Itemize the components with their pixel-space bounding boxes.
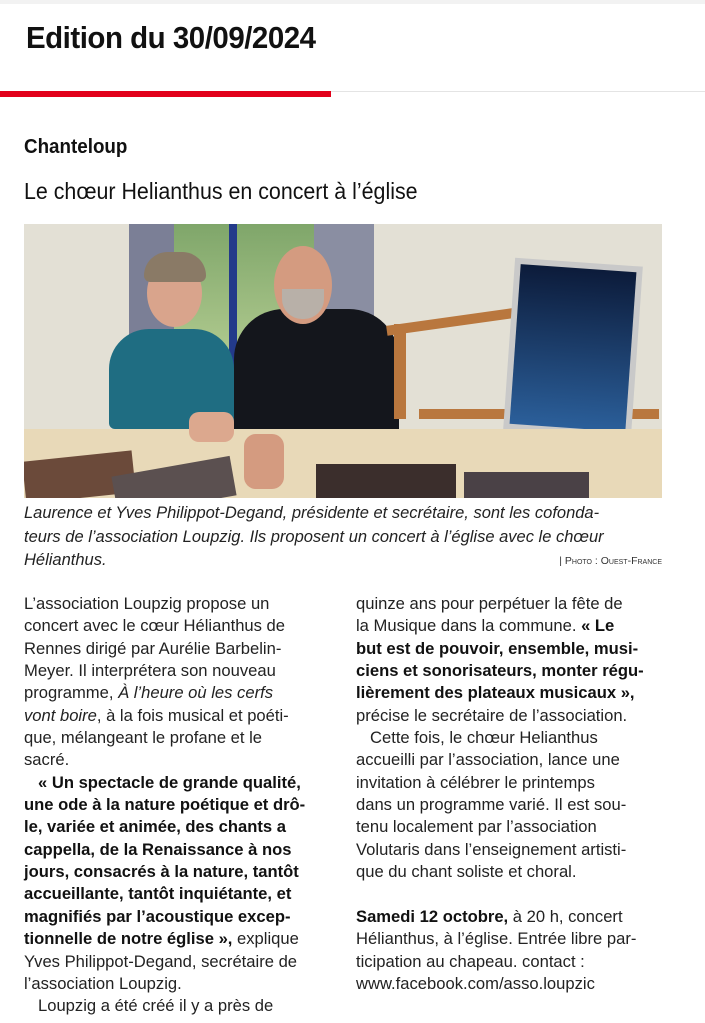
text: Hélianthus, à l’église. Entrée libre par-: [356, 929, 637, 949]
text-line: [356, 682, 662, 704]
text-line: [356, 705, 662, 727]
text: L’association Loupzig propose un: [24, 594, 270, 613]
bold-text: accueillante, tantôt inquiétante, et: [24, 884, 292, 904]
bold-text: jours, consacrés à la nature, tantôt: [24, 862, 299, 882]
text-line: [24, 861, 330, 883]
text: Yves Philippot-Degand, secrétaire de: [24, 951, 298, 971]
text: Loupzig a été créé il y a près de: [38, 996, 274, 1016]
text: que, mélangeant le profane et le: [24, 728, 263, 748]
text-line: [24, 995, 330, 1017]
bold-text: « Le: [581, 616, 615, 636]
text-line: [356, 928, 662, 950]
photo-man-hand: [244, 434, 284, 489]
bold-text: tionnelle de notre église »,: [24, 929, 233, 949]
article-photo: [24, 224, 662, 498]
text: la Musique dans la commune.: [356, 616, 582, 636]
text-line: [24, 951, 330, 973]
photo-credit: | Photo : Ouest-France: [559, 555, 662, 567]
italic-text: vont boire: [24, 705, 97, 725]
text-line: [356, 615, 662, 637]
text-line: [356, 839, 662, 861]
text: quinze ans pour perpétuer la fête de: [356, 594, 623, 613]
text-line: [356, 973, 662, 995]
text: dans un programme varié. Il est sou-: [356, 795, 627, 815]
article-section: Chanteloup: [24, 136, 128, 158]
edition-title: Edition du 30/09/2024: [26, 20, 316, 55]
text: www.facebook.com/asso.loupzic: [356, 973, 595, 993]
text-line: [24, 906, 330, 928]
article-headline: Le chœur Helianthus en concert à l’église: [24, 178, 418, 204]
text: programme,: [24, 683, 119, 703]
photo-woman-hands: [189, 412, 234, 442]
text: , à la fois musical et poéti-: [96, 705, 289, 725]
text-line: [356, 861, 662, 883]
italic-text: À l’heure où les cerfs: [118, 683, 274, 703]
caption-line: teurs de l’association Loupzig. Ils proposent un concert à l’église avec le chœur: [24, 527, 604, 546]
text: explique: [232, 929, 299, 949]
text-line: [24, 682, 330, 704]
text: concert avec le cœur Hélianthus de: [24, 616, 286, 636]
accent-divider: [0, 91, 331, 97]
article-column-left: [24, 593, 330, 1018]
text-line: [24, 772, 330, 794]
text-line: [356, 727, 662, 749]
bold-text: une ode à la nature poétique et drô-: [24, 795, 306, 815]
text-line: [356, 816, 662, 838]
bold-text: cappella, de la Renaissance à nos: [24, 839, 292, 859]
text-line: [24, 794, 330, 816]
bold-text: Samedi 12 octobre,: [356, 906, 509, 926]
text: Volutaris dans l’enseignement artisti-: [356, 839, 627, 859]
text-line: [356, 906, 662, 928]
bold-text: le, variée et animée, des chants a: [24, 817, 286, 837]
text: Cette fois, le chœur Helianthus: [370, 728, 598, 748]
text: que du chant soliste et choral.: [356, 862, 577, 882]
caption-line: Hélianthus.: [24, 551, 107, 569]
text-line: [356, 772, 662, 794]
photo-print: [464, 472, 589, 498]
text: l’association Loupzig.: [24, 973, 182, 993]
text: invitation à célébrer le printemps: [356, 772, 595, 792]
text-line: [24, 973, 330, 995]
text-line: [356, 749, 662, 771]
text: ticipation au chapeau. contact :: [356, 951, 585, 971]
text-line: [356, 794, 662, 816]
text: Rennes dirigé par Aurélie Barbelin-: [24, 638, 282, 658]
text-line: [24, 816, 330, 838]
text: tenu localement par l’association: [356, 817, 597, 837]
text: Meyer. Il interprétera son nouveau: [24, 661, 276, 681]
text-line: [24, 749, 330, 771]
text-line: [24, 883, 330, 905]
article-column-right: [356, 593, 662, 995]
caption-line: Laurence et Yves Philippot-Degand, présidente et secrétaire, sont les cofonda-: [24, 504, 600, 522]
text-line: [24, 705, 330, 727]
text-line: [24, 660, 330, 682]
text-line: [356, 660, 662, 682]
photo-easel: [394, 324, 406, 419]
text-line: [24, 928, 330, 950]
text-line: [356, 593, 662, 615]
text-line: [24, 615, 330, 637]
bold-text: lièrement des plateaux musicaux »,: [356, 683, 635, 703]
bold-text: ciens et sonorisateurs, monter régu-: [356, 661, 644, 681]
text-line: [356, 638, 662, 660]
text: précise le secrétaire de l’association.: [356, 705, 628, 725]
photo-poster: [510, 264, 637, 432]
text: accueilli par l’association, lance une: [356, 750, 620, 770]
bold-text: but est de pouvoir, ensemble, musi-: [356, 638, 639, 658]
photo-woman-hair: [144, 252, 206, 282]
text-line: [24, 638, 330, 660]
top-border: [0, 0, 705, 4]
text: à 20 h, concert: [508, 906, 623, 926]
text-line: [356, 951, 662, 973]
text-line: [24, 727, 330, 749]
bold-text: « Un spectacle de grande qualité,: [38, 772, 301, 792]
bold-text: magnifiés par l’acoustique excep-: [24, 906, 291, 926]
text: sacré.: [24, 750, 70, 770]
text-line: [24, 839, 330, 861]
photo-print: [316, 464, 456, 498]
text-line: [24, 593, 330, 615]
